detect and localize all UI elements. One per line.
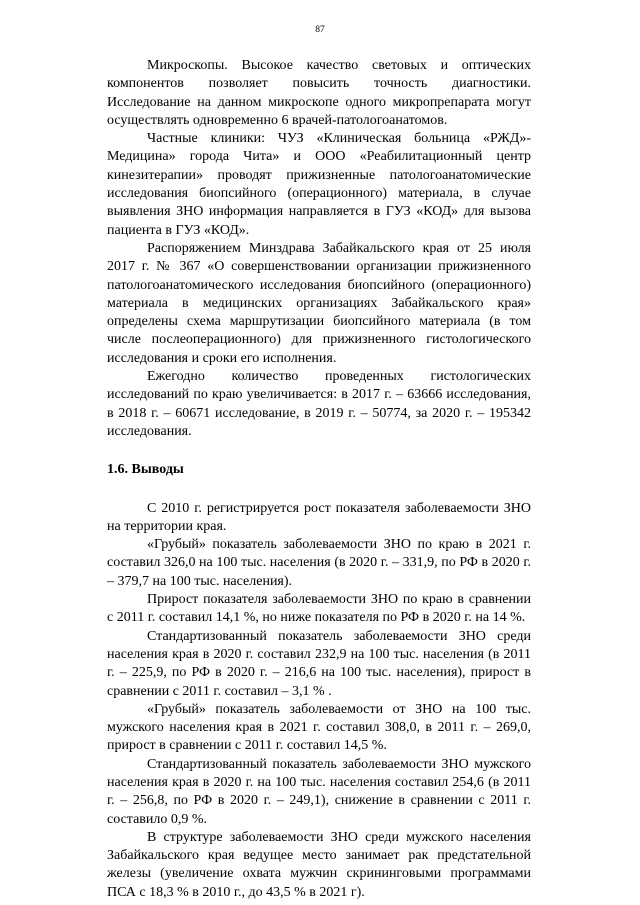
paragraph-microscopes: Микроскопы. Высокое качество световых и оптических компонентов позволяет повысить точность диагностики. Исследование на данном микроскопе одного микропрепарата могут осуществлять одновременно 6 врачей-патологоанатомов.: [107, 58, 531, 128]
paragraph-private-clinics: Частные клиники: ЧУЗ «Клиническая больница «РЖД»-Медицина» города Чита» и ООО «Реабилитационный центр кинезитерапии» проводят прижизненные патологоанатомические исследования биопсийного (операционного) материала, в случае выявления ЗНО информация направляется в ГУЗ «КОД» для вызова пациента в ГУЗ «КОД».: [107, 131, 531, 238]
paragraph-annual-studies: Ежегодно количество проведенных гистологических исследований по краю увеличивается: в 2017 г. – 63666 исследования, в 2018 г. – 60671 исследование, в 2019 г. – 50774, за 2020 г. – 195342 исследования.: [107, 369, 531, 439]
paragraph-ministry-order: Распоряжением Минздрава Забайкальского края от 25 июля 2017 г. № 367 «О совершенствовании организации прижизненного патологоанатомического исследования биопсийного (операционного) материала в медицинских организациях Забайкальского края» определены схема маршрутизации биопсийного материала (в том числе послеоперационного) для прижизненного гистологического исследования и сроки его исполнения.: [107, 240, 531, 366]
paragraph-conclusion-4: Стандартизованный показатель заболеваемости ЗНО среди населения края в 2020 г. составил 232,9 на 100 тыс. населения (в 2011 г. – 225,9, по РФ в 2020 г. – 216,6 на 100 тыс. населения), прирост в сравнении с 2011 г. составил – 3,1 % .: [107, 628, 531, 699]
paragraph-conclusion-2: «Грубый» показатель заболеваемости ЗНО по краю в 2021 г. составил 326,0 на 100 тыс. населения (в 2020 г. – 331,9, по РФ в 2020 г. – 379,7 на 100 тыс. населения).: [107, 537, 531, 589]
paragraph-conclusion-5: «Грубый» показатель заболеваемости от ЗНО на 100 тыс. мужского населения края в 2021 г. составил 308,0, в 2011 г. – 269,0, прирост в сравнении с 2011 г. составил 14,5 %.: [107, 701, 531, 754]
paragraph-conclusion-7: В структуре заболеваемости ЗНО среди мужского населения Забайкальского края ведущее место занимает рак предстательной железы (увеличение охвата мужчин скрининговыми программами ПСА с 18,3 % в 2010 г., до 43,5 % в 2021 г).: [107, 829, 531, 900]
page-number: 87: [315, 25, 325, 35]
paragraph-conclusion-6: Стандартизованный показатель заболеваемости ЗНО мужского населения края в 2020 г. на 100 тыс. населения составил 254,6 (в 2011 г. – 256,8, по РФ в 2020 г. – 249,1), снижение в сравнении с 2011 г. составило 0,9 %.: [107, 756, 531, 827]
section-heading: 1.6. Выводы: [107, 462, 184, 478]
paragraph-conclusion-3: Прирост показателя заболеваемости ЗНО по краю в сравнении с 2011 г. составил 14,1 %, но ниже показателя по РФ в 2020 г. на 14 %.: [107, 592, 531, 626]
paragraph-conclusion-1: С 2010 г. регистрируется рост показателя заболеваемости ЗНО на территории края.: [107, 500, 531, 534]
document-body: [107, 57, 531, 902]
